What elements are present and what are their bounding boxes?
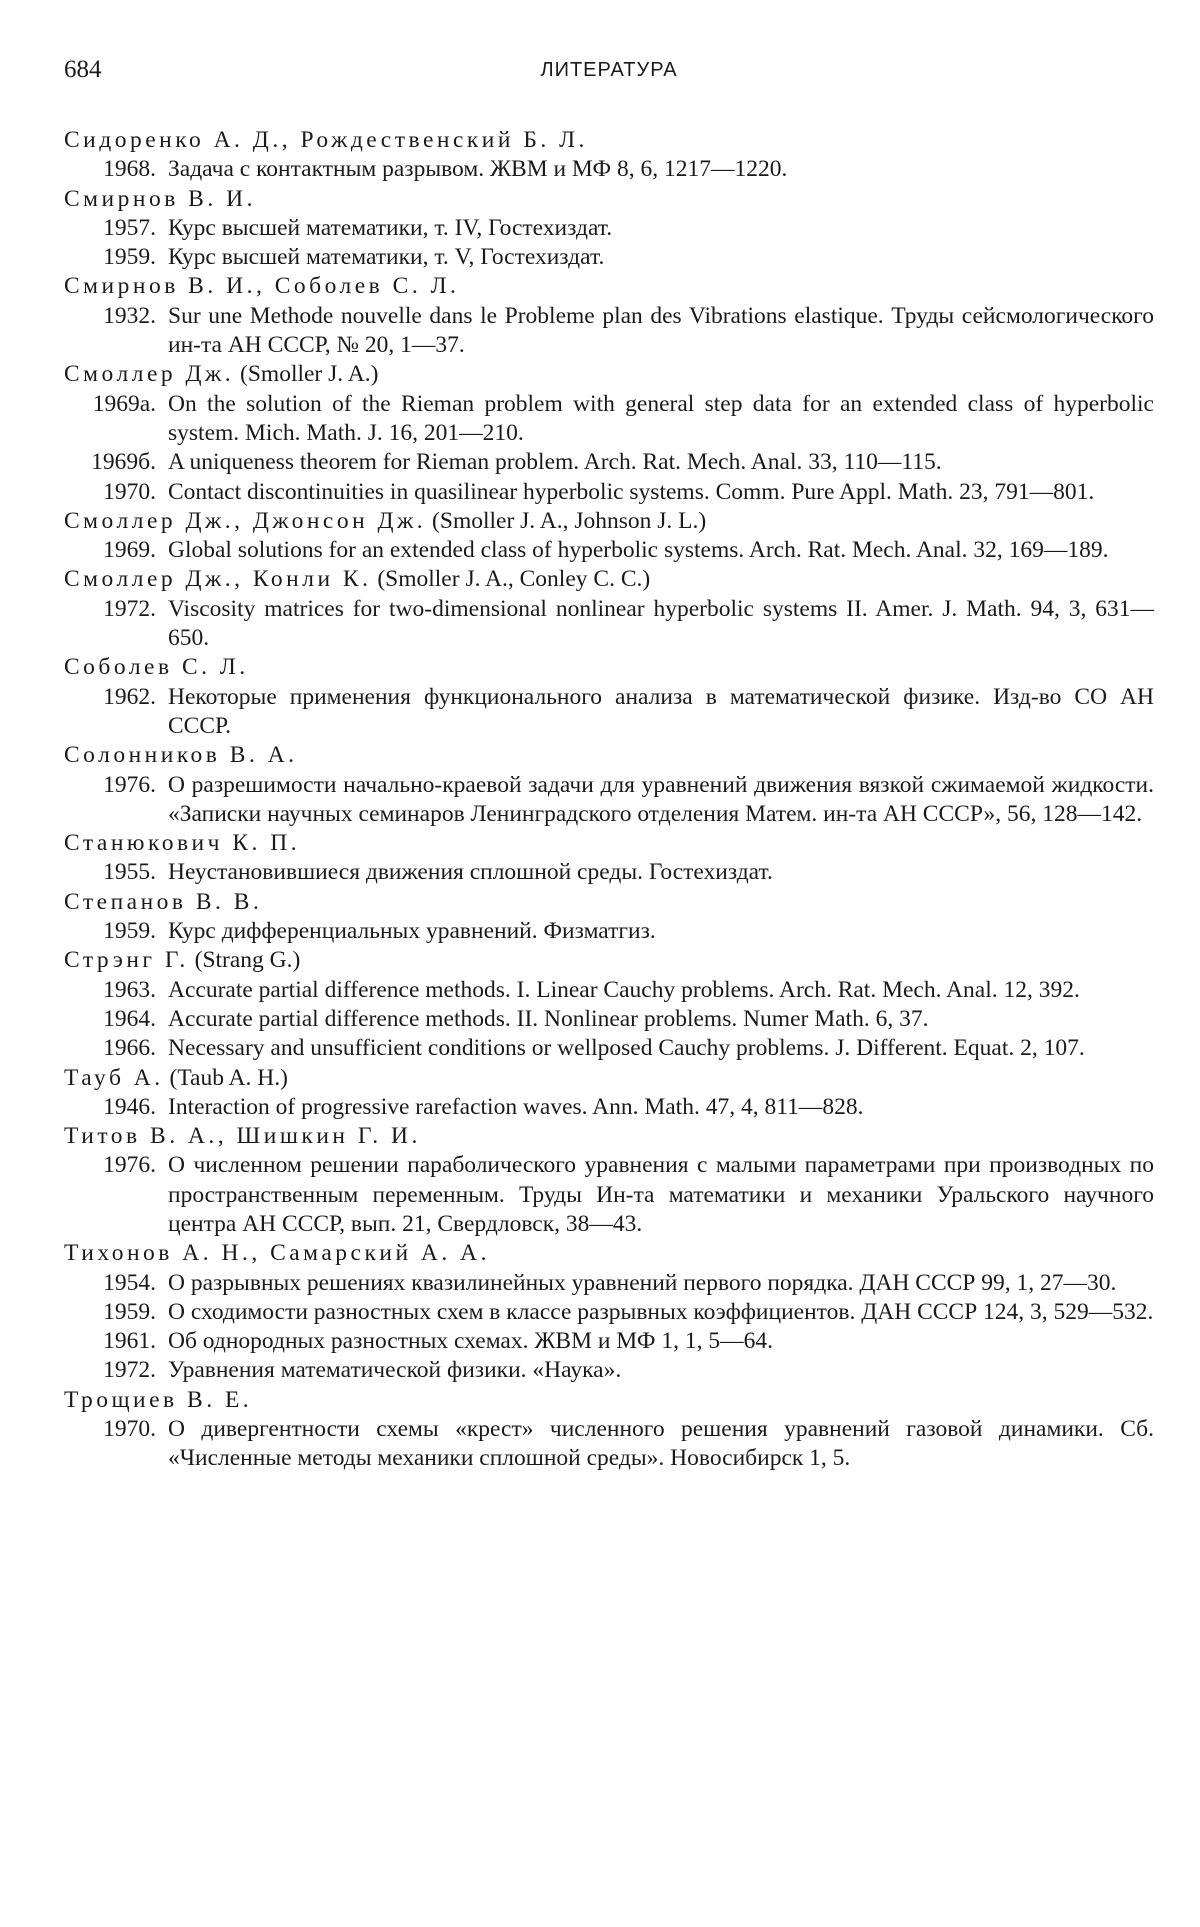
author-latin-name: (Smoller J. A., Johnson J. L.)	[432, 507, 707, 534]
author-line	[64, 360, 1154, 389]
bib-entry	[64, 1298, 1154, 1327]
bib-entry	[64, 858, 1154, 887]
bib-entry	[64, 1269, 1154, 1298]
bib-entry	[64, 1034, 1154, 1063]
author-line	[64, 272, 1154, 301]
page-header	[64, 56, 1154, 86]
bib-entry	[64, 1005, 1154, 1034]
author-name: Степанов В. В.	[64, 888, 263, 915]
entry-text: Accurate partial difference methods. II. Nonlinear problems. Numer Math. 6, 37.	[168, 1005, 929, 1032]
author-line	[64, 565, 1154, 594]
author-group	[64, 272, 1154, 360]
entry-text: Неустановившиеся движения сплошной среды. Гостехиздат.	[168, 859, 773, 886]
author-name: Сидоренко А. Д., Рождественский Б. Л.	[64, 127, 588, 153]
author-group	[64, 185, 1154, 273]
author-latin-name: (Smoller J. A., Conley C. C.)	[377, 566, 651, 593]
author-line	[64, 1064, 1154, 1093]
bib-entry	[64, 1151, 1154, 1239]
entry-text: Sur une Methode nouvelle dans le Probleme plan des Vibrations elastique. Труды сейсмологического ин-та АН СССР, № 20, 1—37.	[168, 302, 1154, 359]
author-name: Стрэнг Г.	[64, 947, 189, 974]
entry-year: 1970.	[103, 1416, 156, 1443]
entry-year: 1972.	[103, 595, 156, 622]
bib-entry	[64, 390, 1154, 449]
author-group	[64, 1122, 1154, 1239]
entry-year: 1964.	[103, 1005, 156, 1032]
entry-text: A uniqueness theorem for Rieman problem. Arch. Rat. Mech. Anal. 33, 110—115.	[168, 449, 942, 476]
entry-text: Necessary and unsufficient conditions or wellposed Cauchy problems. J. Different. Equat. 2, 107.	[168, 1035, 1085, 1062]
author-group	[64, 507, 1154, 566]
page-number: 684	[64, 56, 102, 83]
bib-entry	[64, 448, 1154, 477]
entry-text: О разрешимости начально-краевой задачи для уравнений движения вязкой сжимаемой жидкости. «Записки научных семинаров Ленинградского отделения Матем. ин-та АН СССР», 56, 128—142.	[168, 771, 1154, 827]
author-latin-name: (Taub A. H.)	[169, 1064, 288, 1091]
author-name: Трощиев В. Е.	[64, 1386, 253, 1413]
author-line	[64, 126, 1154, 155]
entry-year: 1955.	[103, 859, 156, 886]
entry-year: 1954.	[103, 1269, 156, 1296]
author-line	[64, 741, 1154, 770]
author-group	[64, 1386, 1154, 1474]
entry-year: 1959.	[103, 244, 156, 271]
author-group	[64, 741, 1154, 829]
author-line	[64, 946, 1154, 975]
author-name: Смирнов В. И., Соболев С. Л.	[64, 273, 460, 300]
entry-text: Курс дифференциальных уравнений. Физматгиз.	[168, 918, 656, 945]
entry-text: Курс высшей математики, т. IV, Гостехиздат.	[168, 214, 613, 241]
author-name: Смоллер Дж.	[64, 361, 235, 388]
entry-year: 1968.	[103, 156, 156, 183]
author-name: Тихонов А. Н., Самарский А. А.	[64, 1240, 491, 1267]
author-line	[64, 829, 1154, 858]
author-group	[64, 126, 1154, 185]
author-name: Смирнов В. И.	[64, 185, 256, 212]
author-group	[64, 888, 1154, 947]
entry-year: 1969а.	[92, 390, 156, 417]
entry-year: 1932.	[103, 302, 156, 329]
bibliography-list	[64, 126, 1154, 1474]
entry-text: О разрывных решениях квазилинейных уравнений первого порядка. ДАН СССР 99, 1, 27—30.	[168, 1269, 1117, 1296]
bib-entry	[64, 1415, 1154, 1474]
entry-year: 1959.	[103, 1298, 156, 1325]
author-name: Смоллер Дж., Конли К.	[64, 566, 372, 593]
entry-text: Global solutions for an extended class of hyperbolic systems. Arch. Rat. Mech. Anal. 32, 169—189.	[168, 537, 1109, 564]
entry-year: 1966.	[103, 1035, 156, 1062]
entry-year: 1957.	[103, 214, 156, 241]
author-group	[64, 946, 1154, 1063]
author-name: Солонников В. А.	[64, 742, 298, 769]
author-name: Станюкович К. П.	[64, 830, 301, 857]
bib-entry	[64, 683, 1154, 742]
author-name: Соболев С. Л.	[64, 654, 249, 681]
entry-text: Некоторые применения функционального анализа в математической физике. Изд-во СО АН СССР.	[168, 683, 1154, 739]
bib-entry	[64, 243, 1154, 272]
entry-text: Задача с контактным разрывом. ЖВМ и МФ 8, 6, 1217—1220.	[168, 156, 788, 183]
bib-entry	[64, 478, 1154, 507]
entry-text: О сходимости разностных схем в классе разрывных коэффициентов. ДАН СССР 124, 3, 529—532.	[168, 1298, 1154, 1325]
bib-entry	[64, 155, 1154, 184]
entry-text: Interaction of progressive rarefaction waves. Ann. Math. 47, 4, 811—828.	[168, 1093, 864, 1120]
author-group	[64, 360, 1154, 506]
author-group	[64, 565, 1154, 653]
entry-year: 1970.	[103, 478, 156, 505]
entry-text: Viscosity matrices for two-dimensional nonlinear hyperbolic systems II. Amer. J. Math. 94, 3, 631—650.	[168, 595, 1154, 652]
author-line	[64, 1386, 1154, 1415]
bib-entry	[64, 1093, 1154, 1122]
entry-year: 1976.	[103, 1152, 156, 1179]
author-latin-name: (Strang G.)	[194, 947, 301, 974]
entry-text: Accurate partial difference methods. I. Linear Cauchy problems. Arch. Rat. Mech. Anal. 12, 392.	[168, 976, 1080, 1003]
bib-entry	[64, 214, 1154, 243]
entry-text: Об однородных разностных схемах. ЖВМ и МФ 1, 1, 5—64.	[168, 1328, 773, 1355]
author-line	[64, 1239, 1154, 1268]
bib-entry	[64, 976, 1154, 1005]
author-group	[64, 1239, 1154, 1385]
bib-entry	[64, 595, 1154, 654]
bib-entry	[64, 1356, 1154, 1385]
bib-entry	[64, 917, 1154, 946]
author-line	[64, 185, 1154, 214]
entry-text: Уравнения математической физики. «Наука».	[168, 1357, 622, 1384]
bib-entry	[64, 771, 1154, 830]
entry-year: 1972.	[103, 1357, 156, 1384]
author-name: Тауб А.	[64, 1064, 164, 1091]
entry-text: Курс высшей математики, т. V, Гостехиздат.	[168, 244, 605, 271]
entry-year: 1962.	[103, 683, 156, 710]
bib-entry	[64, 302, 1154, 361]
author-name: Титов В. А., Шишкин Г. И.	[64, 1123, 421, 1150]
entry-text: On the solution of the Rieman problem with general step data for an extended class of hyperbolic system. Mich. Math. J. 16, 201—210.	[168, 390, 1154, 446]
running-title: ЛИТЕРАТУРА	[540, 59, 678, 81]
entry-text: О численном решении параболического уравнения с малыми параметрами при производных по пространственным переменным. Труды Ин-та математики и механики Уральского научного центра АН СССР, вып. 21, Свердловск, 38—43.	[168, 1152, 1154, 1237]
author-latin-name: (Smoller J. A.)	[240, 361, 379, 388]
author-group	[64, 1064, 1154, 1123]
entry-year: 1969б.	[91, 449, 156, 476]
author-line	[64, 507, 1154, 536]
entry-year: 1959.	[103, 918, 156, 945]
entry-text: Contact discontinuities in quasilinear hyperbolic systems. Comm. Pure Appl. Math. 23, 791—801.	[168, 478, 1095, 505]
author-line	[64, 888, 1154, 917]
bib-entry	[64, 536, 1154, 565]
author-group	[64, 653, 1154, 741]
author-line	[64, 1122, 1154, 1151]
entry-year: 1963.	[103, 976, 156, 1003]
author-name: Смоллер Дж., Джонсон Дж.	[64, 507, 427, 534]
bib-entry	[64, 1327, 1154, 1356]
author-line	[64, 653, 1154, 682]
entry-year: 1961.	[103, 1328, 156, 1355]
author-group	[64, 829, 1154, 888]
entry-year: 1946.	[103, 1093, 156, 1120]
entry-text: О дивергентности схемы «крест» численного решения уравнений газовой динамики. Сб. «Численные методы механики сплошной среды». Новосибирск 1, 5.	[168, 1416, 1154, 1472]
entry-year: 1969.	[103, 537, 156, 564]
entry-year: 1976.	[103, 771, 156, 798]
